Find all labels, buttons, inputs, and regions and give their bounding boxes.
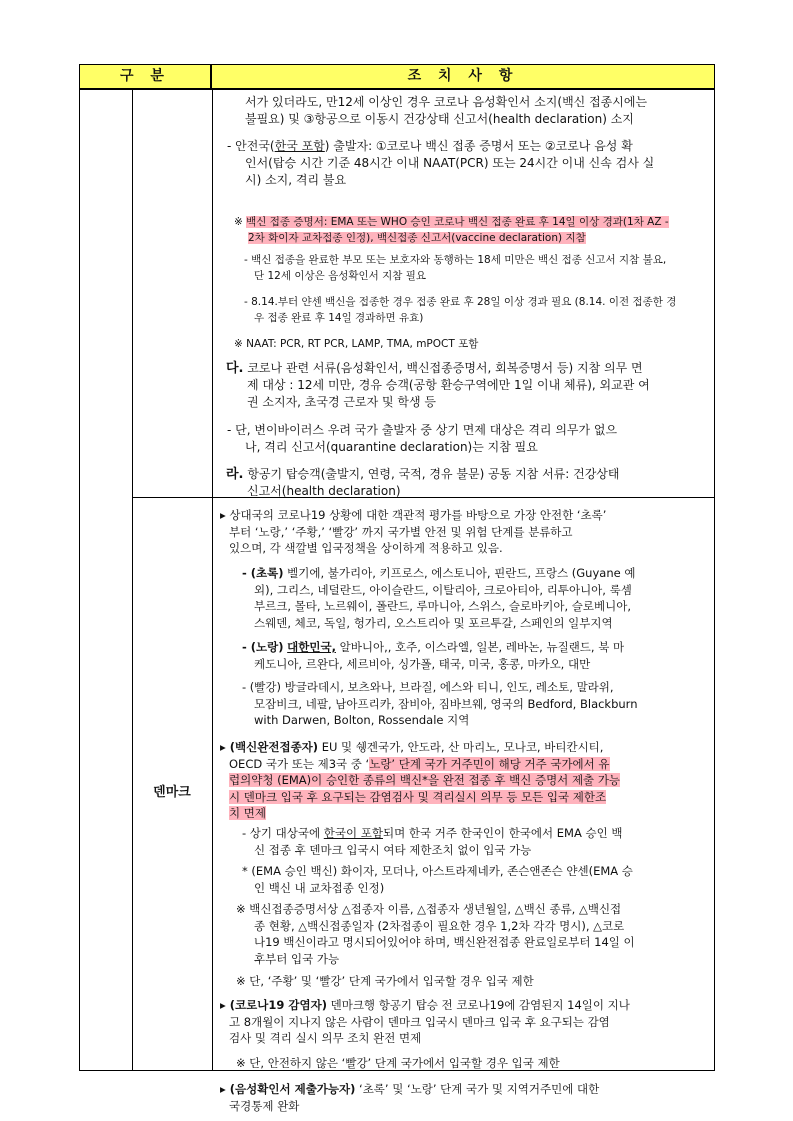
column-divider: [212, 90, 213, 1070]
text-line: ※ NAAT: PCR, RT PCR, LAMP, TMA, mPOCT 포함: [234, 338, 479, 350]
text-line: 시) 소지, 격리 불요: [245, 173, 347, 187]
text-line: 나, 격리 신고서(quarantine declaration)는 지참 필요: [245, 440, 538, 454]
text-line: 서가 있더라도, 만12세 이상인 경우 코로나 음성확인서 소지(백신 접종시에는: [245, 95, 648, 109]
red-group: - (빨강) 방글라데시, 보츠와나, 브라질, 에스와 티니, 인도, 레소토, 말라위, 모잠비크, 네팔, 남아프리카, 잠비아, 짐바브웨, 영국의 Bedford, Blackburn with Darwen, Bolton, Rossendale 지역: [242, 680, 638, 727]
infected-group: ▸ (코로나19 감염자) 덴마크행 항공기 탑승 전 코로나19에 감염된지 14일이 지나 고 8개월이 지나지 않은 사람이 덴마크 입국시 덴마크 입국 후 요구되는 감염 검사 및 격리 실시 의무 조치 완전 면제: [220, 998, 630, 1045]
green-group: - (초록) 벨기에, 불가리아, 키프로스, 에스토니아, 핀란드, 프랑스 (Guyane 예 외), 그리스, 네덜란드, 아이슬란드, 이탈리아, 크로아티아, 리투아니아, 룩셈 부르크, 몰타, 노르웨이, 폴란드, 루마니아, 스위스, 슬로바키아, 슬로베니아, 스웨덴, 체코, 독일, 헝가리, 오스트리아 및 포르투갈, 스페인의 일부지역: [242, 566, 636, 630]
text-line: - 백신 접종을 완료한 부모 또는 보호자와 동행하는 18세 미만은 백신 접종 신고서 지참 불요,: [244, 254, 667, 266]
table-header: [80, 65, 714, 90]
text-line: 제 대상 : 12세 미만, 경유 승객(공항 환승구역에만 1일 이내 체류), 외교관 여: [247, 378, 650, 392]
safe-country-line: - 안전국(한국 포함) 출발자: ①코로나 백신 접종 증명서 또는 ②코로나 음성 확: [227, 139, 633, 153]
text-line: - 8.14.부터 얀센 백신을 접종한 경우 접종 완료 후 28일 이상 경과 필요 (8.14. 이전 접종한 경: [244, 296, 677, 308]
text-line: 있으며, 각 색깔별 입국정책을 상이하게 적용하고 있음.: [229, 541, 503, 555]
text-line: 불필요) 및 ③항공으로 이동시 건강상태 신고서(health declaration) 소지: [245, 112, 634, 126]
text-line: ▸ 상대국의 코로나19 상황에 대한 객관적 평가를 바탕으로 가장 안전한 ‘초록’: [220, 508, 607, 522]
country-label: 덴마크: [153, 785, 191, 800]
measures-table: 구 분 조 치 사 항 서가 있더라도, 만12세 이상인 경우 코로나 음성확인서 소지(백신 접종시에는 불필요) 및 ③항공으로 이동시 건강상태 신고서(health declaration) 소지 - 안전국(한국 포함) 출발자: ①코로나 백신 접종 증명서 또는 ②코로나 음성 확 인서(탑승 시간 기준 48시간 이내 NAAT(PCR) 또는 24시간 이내 신속 검사 실 시) 소지, 격리 불요 ※ 백신 접종 증명서: EMA 또는 WHO 승인 코로나 백신 접종 완료 후 14일 이상 경과(1차 AZ - 2차 화이자 교차접종 인정), 백신접종 신고서(vaccine declaration) 지참 - 백신 접종을 완료한 부모 또는 보호자와 동행하는 18세 미만은 백신 접종 신고서 지참 불요, 단 12세 이상은 음성확인서 지참 필요 - 8.14.부터 얀센 백신을 접종한 경우 접종 완료 후 28일 이상 경과 필요 (8.14. 이전 접종한 경 우 접종 완료 후 14일 경과하면 유효) ※ NAAT: PCR, RT PCR, LAMP, TMA, mPOCT 포함 다. 코로나 관련 서류(음성확인서, 백신접종증명서, 회복증명서 등) 지참 의무 면 제 대상 : 12세 미만, 경유 승객(공항 환승구역에만 1일 이내 체류), 외교관 여 권 소지자, 초국경 근로자 및 학생 등 - 단, 변이바이러스 우려 국가 출발자 중 상기 면제 대상은 격리 의무가 없으 나, 격리 신고서(quarantine declaration)는 지참 필요 라. 항공기 탑승객(출발지, 연령, 국적, 경유 불문) 공동 지참 서류: 건강상태 신고서(health declaration) 덴마크 ▸ 상대국의 코로나19 상황에 대한 객관적 평가를 바탕으로 가장 안전한 ‘초록’ 부터 ‘노랑,’ ‘주황,’ ‘빨강’ 까지 국가별 안전 및 위험 단계를 분류하고 있으며, 각 색깔별 입국정책을 상이하게 적용하고 있음. - (초록) 벨기에, 불가리아, 키프로스, 에스토니아, 핀란드, 프랑스 (Guyane 예 외), 그리스, 네덜란드, 아이슬란드, 이탈리아, 크로아티아, 리투아니아, 룩셈 부르크, 몰타, 노르웨이, 폴란드, 루마니아, 스위스, 슬로바키아, 슬로베니아, 스웨덴, 체코, 독일, 헝가리, 오스트리아 및 포르투갈, 스페인의 일부지역 - (노랑) 대한민국, 알바니아,, 호주, 이스라엘, 일본, 레바논, 뉴질랜드, 북 마 케도니아, 르완다, 세르비아, 싱가폴, 태국, 미국, 홍콩, 마카오, 대만 - (빨강) 방글라데시, 보츠와나, 브라질, 에스와 티니, 인도, 레소토, 말라위, 모잠비크, 네팔, 남아프리카, 잠비아, 짐바브웨, 영국의 Bedford, Blackburn with Darwen, Bolton, Rossendale 지역 ▸ (백신완전접종자) EU 및 쉥겐국가, 안도라, 산 마리노, 모나코, 바티칸시티, OECD 국가 또는 제3국 중 ‘노랑’ 단계 국가 거주민이 해당 거주 국가에서 유 럽의약청 (EMA)이 승인한 종류의 백신*을 완전 접종 후 백신 증명서 제출 가능 시 덴마크 입국 후 요구되는 감염검사 및 격리실시 의무 등 모든 입국 제한조 치 면제 - 상기 대상국에 한국이 포함되며 한국 거주 한국인이 한국에서 EMA 승인 백 신 접종 후 덴마크 입국시 여타 제한조치 없이 입국 가능 * (EMA 승인 백신) 화이자, 모더나, 아스트라제네카, 존슨앤존슨 얀센(EMA 승 인 백신 내 교차접종 인정) ※ 백신접종증명서상 △접종자 이름, △접종자 생년월일, △백신 종류, △백신접 종 현황, △백신접종일자 (2차접종이 필요한 경우 1,2차 각각 명시), △코로 나19 백신이라고 명시되어있어야 하며, 백신완전접종 완료일로부터 14일 이 후부터 입국 가능 ※ 단, ‘주황’ 및 ‘빨강’ 단계 국가에서 입국할 경우 입국 제한 ▸ (코로나19 감염자) 덴마크행 항공기 탑승 전 코로나19에 감염된지 14일이 지나 고 8개월이 지나지 않은 사람이 덴마크 입국시 덴마크 입국 후 요구되는 감염 검사 및 격리 실시 의무 조치 완전 면제 ※ 단, 안전하지 않은 ‘빨강’ 단계 국가에서 입국할 경우 입국 제한 ▸ (음성확인서 제출가능자) ‘초록’ 및 ‘노랑’ 단계 국가 및 지역거주민에 대한 국경통제 완화: [79, 64, 715, 1071]
text-line: 단 12세 이상은 음성확인서 지참 필요: [254, 270, 427, 282]
vaccine-cert-note: ※ 백신 접종 증명서: EMA 또는 WHO 승인 코로나 백신 접종 완료 후 14일 이상 경과(1차 AZ - 2차 화이자 교차접종 인정), 백신접종 신고서(vaccine declaration) 지참: [234, 216, 669, 244]
certificate-note: ※ 백신접종증명서상 △접종자 이름, △접종자 생년월일, △백신 종류, △백신접 종 현황, △백신접종일자 (2차접종이 필요한 경우 1,2차 각각 명시), △코로 나19 백신이라고 명시되어있어야 하며, 백신완전접종 완료일로부터 14일 이 후부터 입국 가능: [236, 902, 635, 966]
inner-divider-left: [132, 90, 133, 1070]
header-category: 구 분: [80, 65, 212, 88]
header-measures: 조 치 사 항: [407, 68, 519, 84]
negative-test-group: ▸ (음성확인서 제출가능자) ‘초록’ 및 ‘노랑’ 단계 국가 및 지역거주민에 대한 국경통제 완화: [220, 1082, 600, 1113]
text-line: 신고서(health declaration): [247, 484, 401, 498]
text-line: - 단, 변이바이러스 우려 국가 출발자 중 상기 면제 대상은 격리 의무가 없으: [227, 423, 618, 437]
vaccinated-group: ▸ (백신완전접종자) EU 및 쉥겐국가, 안도라, 산 마리노, 모나코, 바티칸시티, OECD 국가 또는 제3국 중 ‘노랑’ 단계 국가 거주민이 해당 거주 국가에서 유 럽의약청 (EMA)이 승인한 종류의 백신*을 완전 접종 후 백신 증명서 제출 가능 시 덴마크 입국 후 요구되는 감염검사 및 격리실시 의무 등 모든 입국 제한조 치 면제: [220, 740, 621, 820]
text-line: 권 소지자, 초국경 근로자 및 학생 등: [247, 395, 436, 409]
yellow-group: - (노랑) 대한민국, 알바니아,, 호주, 이스라엘, 일본, 레바논, 뉴질랜드, 북 마 케도니아, 르완다, 세르비아, 싱가폴, 태국, 미국, 홍콩, 마카오, 대만: [242, 640, 625, 671]
text-line: 부터 ‘노랑,’ ‘주황,’ ‘빨강’ 까지 국가별 안전 및 위험 단계를 분류하고: [229, 524, 573, 539]
text-line: 우 접종 완료 후 14일 경과하면 유효): [254, 312, 424, 324]
text-line: 인서(탑승 시간 기준 48시간 이내 NAAT(PCR) 또는 24시간 이내 신속 검사 실: [245, 156, 655, 170]
